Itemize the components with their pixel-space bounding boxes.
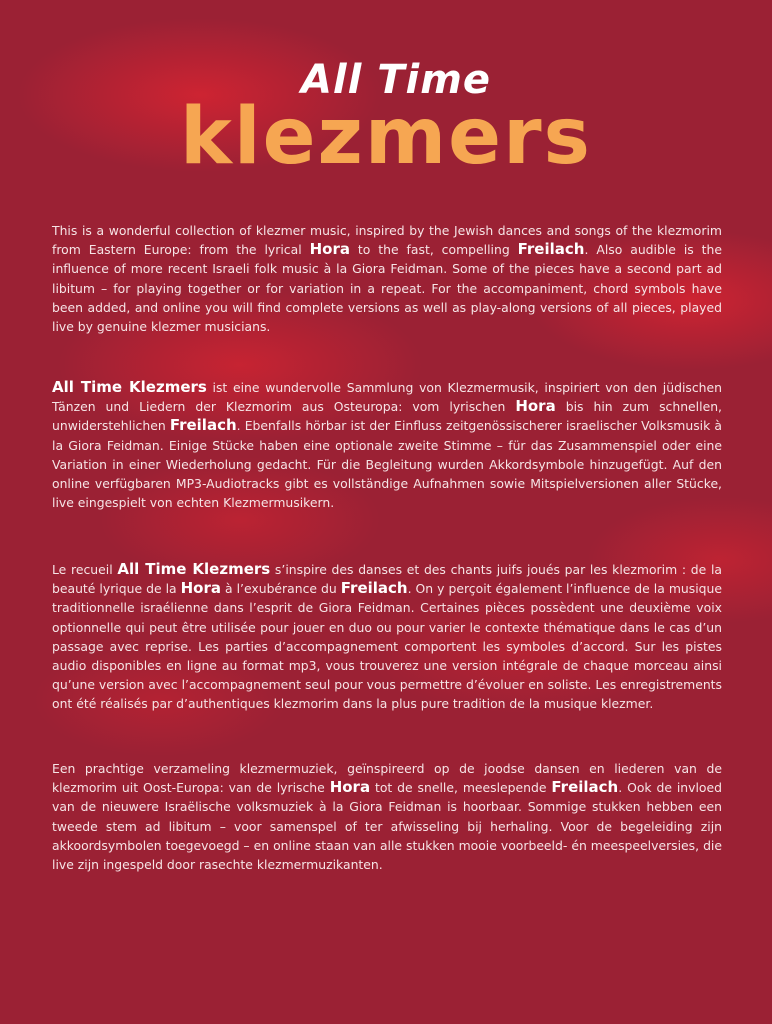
text-segment: bis hin zum schnellen, unwiderstehlichen xyxy=(52,399,722,434)
text-segment: ist eine wundervolle Sammlung von Klezmermusik, inspiriert von den jüdischen Tänzen und Liedern der Klezmorim aus Osteuropa: vom lyrischen xyxy=(52,380,722,415)
text-segment: . Also audible is the influence of more recent Israeli folk music à la Giora Feidman. Some of the pieces have a second part ad libitum – for playing together or for variation in a repeat. For the accompaniment, chord symbols have been added, and online you will find complete versions as well as play-along versions of all pieces, played live by genuine klezmer musicians. xyxy=(52,242,723,335)
term-hora: Hora xyxy=(515,397,556,416)
text-segment: . On y perçoit également l’influence de la musique traditionnelle israélienne dans l’esprit de Giora Feidman. Certaines pièces possèdent une deuxième voix optionnelle qui peut être utilisée pour jouer en duo ou pour varier le contexte thématique dans le cas d’un passage avec reprise. Les parties d’accompagnement comportent les symboles d’accord. Sur les pistes audio disponibles en ligne au format mp3, vous trouverez une version intégrale de chaque morceau ainsi qu’une version avec l’accompagnement seul pour vous permettre d’évoluer en soliste. Les enregistrements ont été réalisés par d’authentiques klezmorim dans la plus pure tradition de la musique klezmer. xyxy=(52,581,722,712)
term-freilach: Freilach xyxy=(169,416,237,435)
term-freilach: Freilach xyxy=(517,240,585,259)
text-segment: tot de snelle, meeslepende xyxy=(370,780,552,796)
description-english xyxy=(52,221,722,336)
text-segment: . Ook de invloed van de nieuwere Israëlische volksmuziek à la Giora Feidman is hoorbaar. Sommige stukken hebben een tweede stem ad libitum – voor samenspel of ter afwisseling bij herhaling. Voor de begeleiding zijn akkoordsymbolen toegevoegd – en online staan van alle stukken mooie voorbeeld- én meespeelversies, die live zijn ingespeld door rasechte klezmermuzikanten. xyxy=(52,780,722,873)
book-title: All Time Klezmers xyxy=(117,560,271,578)
text-segment: Een prachtige verzameling klezmermuziek, geïnspireerd op de joodse dansen en liederen van de klezmorim uit Oost-Europa: van de lyrische xyxy=(52,761,722,796)
text-segment: s’inspire des danses et des chants juifs joués par les klezmorim : de la beauté lyrique de la xyxy=(52,562,722,597)
title-all-time: All Time xyxy=(300,57,492,103)
description-german xyxy=(52,378,722,512)
term-freilach: Freilach xyxy=(551,778,619,797)
text-segment: to the fast, compelling xyxy=(349,242,518,258)
cover-title xyxy=(0,57,772,182)
description-french xyxy=(52,560,722,714)
book-title: All Time Klezmers xyxy=(52,378,207,396)
term-hora: Hora xyxy=(329,778,371,797)
term-hora: Hora xyxy=(180,579,221,598)
term-hora: Hora xyxy=(309,240,350,259)
term-freilach: Freilach xyxy=(340,579,408,598)
text-segment: Le recueil xyxy=(52,562,118,577)
title-klezmers: klezmers xyxy=(180,92,592,182)
description-dutch xyxy=(52,759,722,874)
text-segment: This is a wonderful collection of klezmer music, inspired by the Jewish dances and songs of the klezmorim from Eastern Europe: from the lyrical xyxy=(52,223,722,258)
text-segment: . Ebenfalls hörbar ist der Einfluss zeitgenössischerer israelischer Volksmusik à la Giora Feidman. Einige Stücke haben eine optionale zweite Stimme – für das Zusammenspiel oder eine Variation in einer Wiederholung gedacht. Für die Begleitung wurden Akkordsymbole hinzugefügt. Auf den online verfügbaren MP3-Audiotracks gibt es vollständige Aufnahmen sowie Mitspielversionen aller Stücke, live eingespielt von echten Klezmermusikern. xyxy=(52,418,722,511)
text-segment: à l’exubérance du xyxy=(221,581,341,597)
